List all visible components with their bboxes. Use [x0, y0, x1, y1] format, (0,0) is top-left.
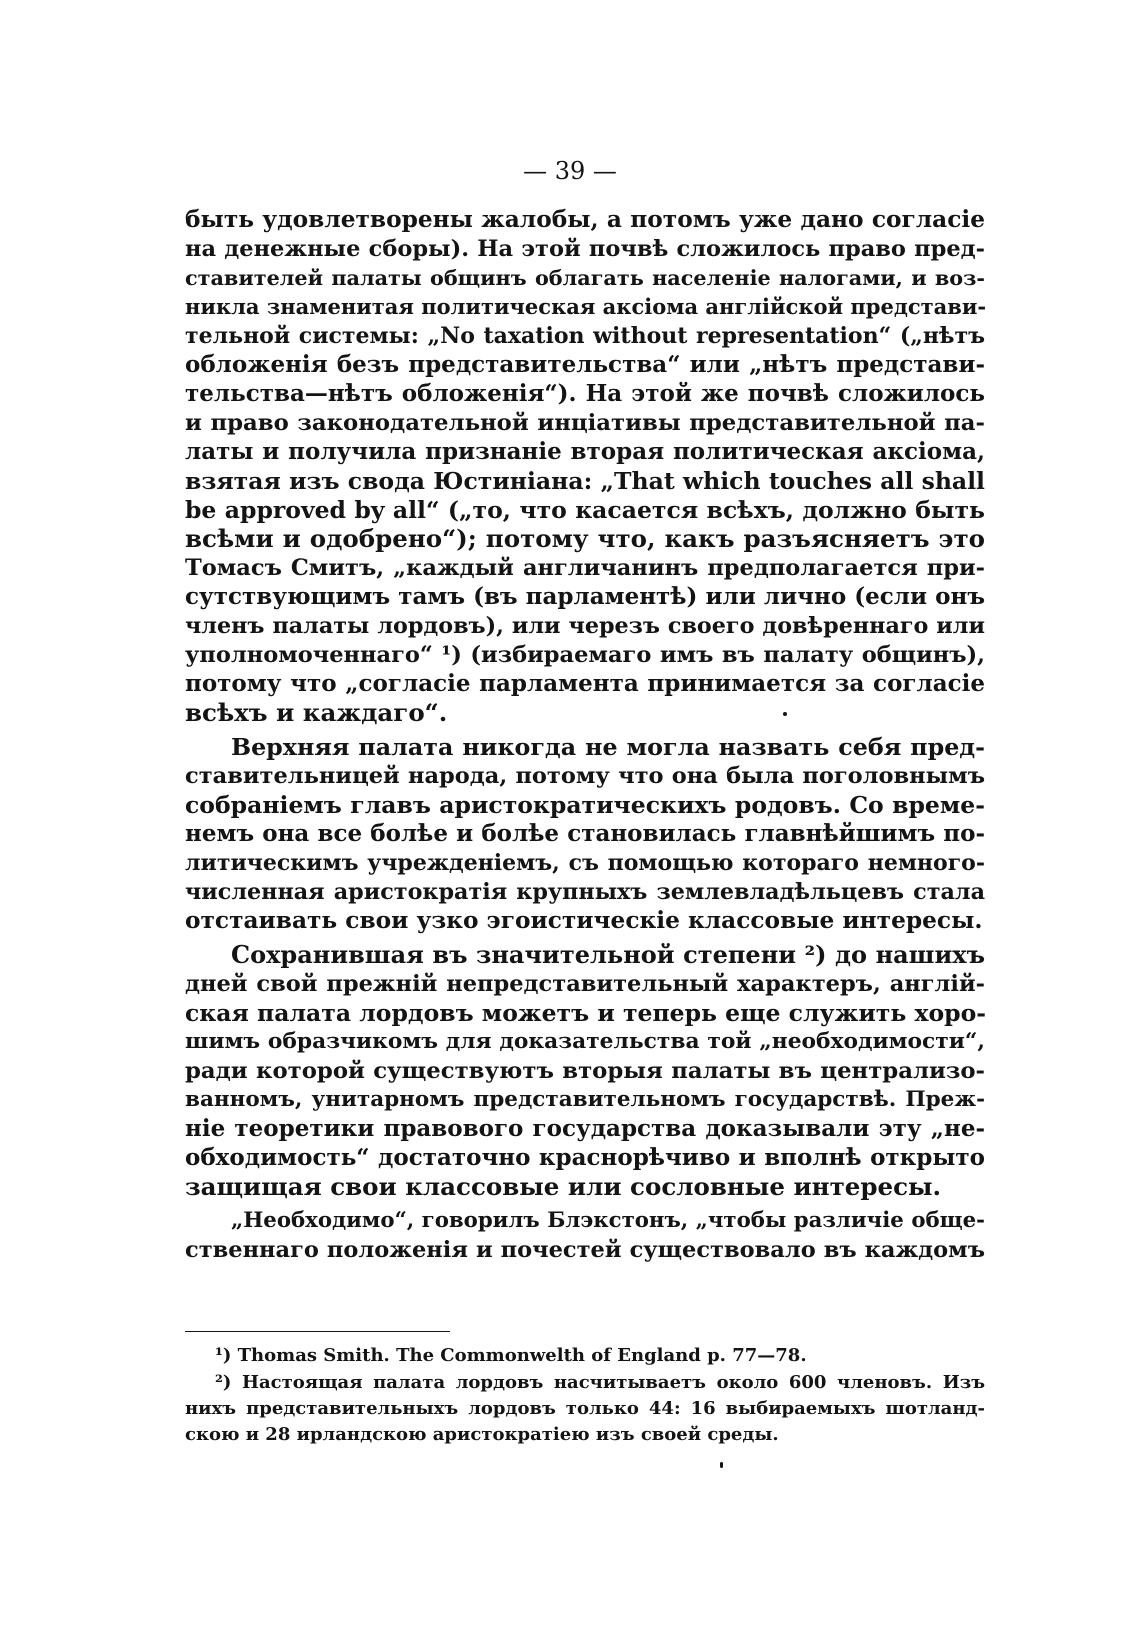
- text-line: латы и получила признаніе вторая политическая аксіома,: [185, 438, 985, 465]
- text-line: тельной системы: „No taxation without representation“ („нѣтъ: [185, 323, 985, 349]
- text-line: немъ она все болѣе и болѣе становилась главнѣйшимъ по-: [185, 820, 985, 847]
- text-line: и право законодательной инціативы представительной па-: [185, 410, 985, 436]
- print-speck: [783, 712, 787, 716]
- footnote-line: нихъ представительныхъ лордовъ только 44: 16 выбираемыхъ шотланд-: [185, 1398, 985, 1419]
- footnote-separator: [185, 1331, 450, 1332]
- text-line: всѣми и одобрено“); потому что, какъ разъясняетъ это: [185, 524, 985, 553]
- text-line: дней свой прежній непредставительный характеръ, англій-: [185, 971, 985, 997]
- text-line: никла знаменитая политическая аксіома англійской представи-: [185, 294, 987, 319]
- text-line: защищая свои классовые или сословные интересы.: [185, 1172, 942, 1201]
- text-line: отстаивать свои узко эгоистическіе классовые интересы.: [185, 907, 983, 934]
- text-line: потому что „согласіе парламента принимается за согласіе: [185, 670, 985, 697]
- text-line: на денежные сборы). На этой почвѣ сложилось право пред-: [185, 236, 985, 262]
- text-line: быть удовлетворены жалобы, а потомъ уже дано согласіе: [185, 206, 985, 233]
- text-line: литическимъ учрежденіемъ, съ помощью котораго немного-: [185, 850, 985, 876]
- text-line: тельства—нѣтъ обложенія“). На этой же почвѣ сложилось: [185, 380, 985, 407]
- text-line: ради которой существуютъ вторыя палаты въ централизо-: [185, 1058, 985, 1084]
- text-line: всѣхъ и каждаго“.: [185, 698, 448, 727]
- text-line: ванномъ, унитарномъ представительномъ государствѣ. Преж-: [185, 1087, 985, 1112]
- footnote-line: ²) Настоящая палата лордовъ насчитываетъ около 600 членовъ. Изъ: [215, 1372, 985, 1393]
- text-line: ственнаго положенія и почестей существовало въ каждомъ: [185, 1237, 985, 1263]
- text-line: Томасъ Смитъ, „каждый англичанинъ предполагается при-: [185, 555, 985, 581]
- text-line: собраніемъ главъ аристократическихъ родовъ. Со време-: [185, 791, 985, 819]
- text-line: be approved by all“ („то, что касается всѣхъ, должно быть: [185, 496, 985, 524]
- text-line: шимъ образчикомъ для доказательства той „необходимости“,: [185, 1029, 985, 1054]
- text-line: взятая изъ свода Юстиніана: „That which touches all shall: [185, 467, 985, 495]
- text-line: численная аристократія крупныхъ землевладѣльцевъ стала: [185, 879, 985, 905]
- page-number: — 39 —: [523, 157, 617, 185]
- text-line: Верхняя палата никогда не могла назвать себя пред-: [231, 733, 985, 761]
- text-line: ская палата лордовъ можетъ и теперь еще служить хоро-: [185, 999, 986, 1027]
- text-line: уполномоченнаго“ ¹) (избираемаго имъ въ палату общинъ),: [185, 642, 985, 668]
- text-line: обложенія безъ представительства“ или „нѣтъ представи-: [185, 351, 985, 378]
- text-line: ніе теоретики правового государства доказывали эту „не-: [185, 1115, 985, 1142]
- text-line: Сохранившая въ значительной степени ²) до нашихъ: [231, 940, 985, 969]
- footnote-line: скою и 28 ирландскою аристократіею изъ своей среды.: [185, 1424, 779, 1445]
- text-line: обходимость“ достаточно краснорѣчиво и вполнѣ открыто: [185, 1144, 985, 1171]
- text-line: ставителей палаты общинъ облагать населеніе налогами, и воз-: [185, 266, 985, 290]
- footnote-line: ¹) Thomas Smith. The Commonwelth of England p. 77—78.: [215, 1345, 807, 1366]
- text-line: „Необходимо“, говорилъ Блэкстонъ, „чтобы различіе обще-: [231, 1208, 985, 1233]
- text-line: членъ палаты лордовъ), или черезъ своего довѣреннаго или: [185, 613, 985, 639]
- text-line: сутствующимъ тамъ (въ парламентѣ) или лично (если онъ: [185, 583, 985, 610]
- print-speck: [720, 1462, 723, 1468]
- text-line: ставительницей народа, потому что она была поголовнымъ: [185, 763, 985, 789]
